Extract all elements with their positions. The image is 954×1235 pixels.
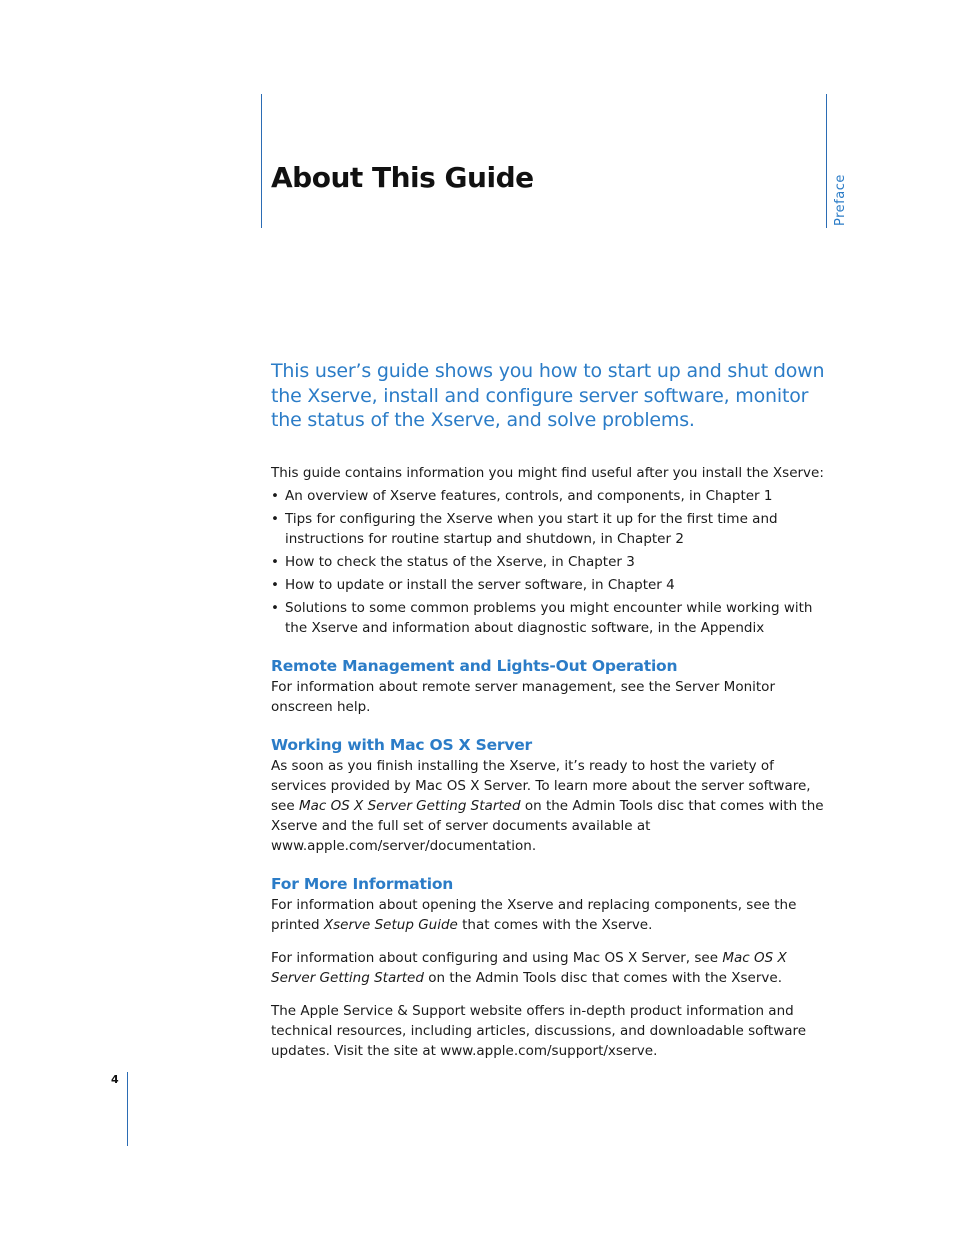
- list-item: • An overview of Xserve features, controls, and components, in Chapter 1: [271, 487, 773, 504]
- list-item: • Tips for configuring the Xserve when you start it up for the first time and instructions for routine startup and shutdown, in Chapter 2: [271, 510, 778, 547]
- page-number: 4: [111, 1073, 119, 1086]
- remote-management-body: For information about remote server management, see the Server Monitor onscreen help.: [271, 678, 775, 715]
- mac-os-x-server-body: As soon as you finish installing the Xserve, it’s ready to host the variety of services provided by Mac OS X Server. To learn more about the server software, see Mac OS X Server Getting Started on the Admin Tools disc that comes with the Xserve and the full set of server documents available at www.apple.com/server/documentation.: [271, 757, 824, 854]
- section-tab: Preface: [833, 174, 848, 226]
- page-number-rule: [127, 1072, 128, 1146]
- more-info-paragraph: The Apple Service & Support website offers in-depth product information and technical resources, including articles, discussions, and downloadable software updates. Visit the site at www.apple.com/support/xserve.: [271, 1002, 807, 1059]
- book-title: Xserve Setup Guide: [323, 916, 458, 933]
- book-title: Mac OS X Server Getting Started: [298, 797, 521, 814]
- page-content: [271, 359, 829, 1061]
- list-item: • Solutions to some common problems you might encounter while working with the Xserve and information about diagnostic software, in the Appendix: [271, 599, 813, 636]
- heading-more-information: For More Information: [271, 874, 454, 893]
- more-info-paragraph: For information about configuring and using Mac OS X Server, see Mac OS X Server Getting Started on the Admin Tools disc that comes with the Xserve.: [271, 949, 787, 986]
- page-title: About This Guide: [271, 161, 534, 194]
- more-info-paragraph: For information about opening the Xserve and replacing components, see the printed Xserve Setup Guide that comes with the Xserve.: [271, 896, 797, 933]
- list-item: • How to update or install the server software, in Chapter 4: [271, 576, 675, 593]
- bullet-glyph: •: [271, 576, 279, 593]
- topic-list: [271, 486, 829, 638]
- bullet-glyph: •: [271, 599, 279, 616]
- heading-remote-management: Remote Management and Lights-Out Operation: [271, 656, 678, 675]
- heading-mac-os-x-server: Working with Mac OS X Server: [271, 735, 532, 754]
- section-tab-rule: [826, 94, 827, 228]
- intro-paragraph: This user’s guide shows you how to start up and shut down the Xserve, install and configure server software, monitor the status of the Xserve, and solve problems.: [271, 360, 825, 431]
- lead-paragraph: This guide contains information you might find useful after you install the Xserve:: [271, 464, 824, 481]
- list-item: • How to check the status of the Xserve, in Chapter 3: [271, 553, 635, 570]
- bullet-glyph: •: [271, 553, 279, 570]
- title-rule: [261, 94, 262, 228]
- book-title: Mac OS X Server Getting Started: [271, 949, 787, 986]
- bullet-glyph: •: [271, 510, 279, 527]
- bullet-glyph: •: [271, 487, 279, 504]
